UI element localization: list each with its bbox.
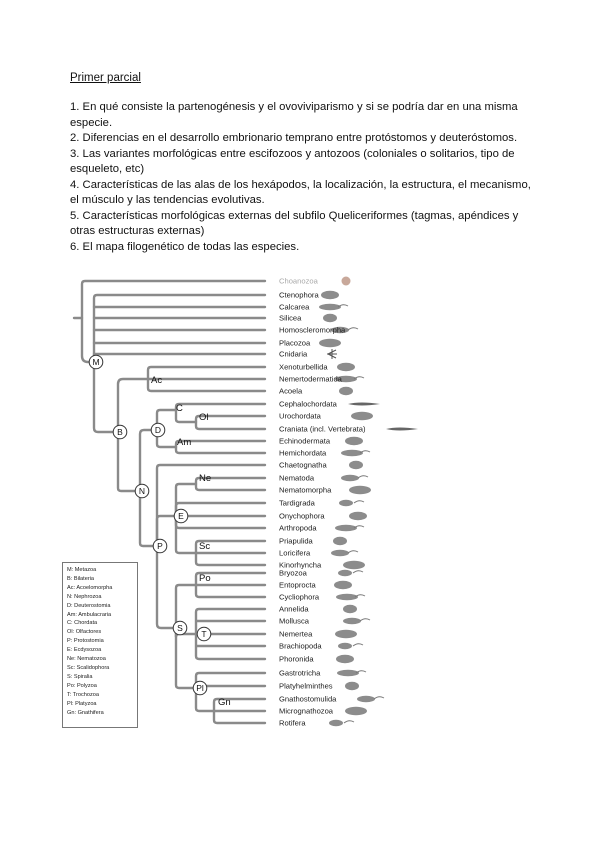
- organism-illustration: [337, 670, 366, 676]
- legend-item: B: Bilateria: [67, 575, 95, 582]
- node-label-t: T: [201, 629, 207, 639]
- organism-illustration: [338, 570, 363, 576]
- node-label-m: M: [92, 357, 100, 367]
- organism-illustration: [353, 571, 363, 573]
- taxon-brachiopoda: Brachiopoda: [279, 641, 322, 651]
- organism-illustration: [319, 339, 341, 347]
- taxon-xenoturbellida: Xenoturbellida: [279, 362, 328, 372]
- organism-illustration: [331, 550, 358, 556]
- taxon-nematoda: Nematoda: [279, 473, 315, 483]
- taxon-calcarea: Calcarea: [279, 302, 310, 312]
- organism-illustration: [357, 696, 375, 702]
- organism-illustration: [343, 618, 370, 624]
- node-s: [173, 621, 187, 635]
- taxon-priapulida: Priapulida: [279, 536, 313, 546]
- legend-item: T: Trochozoa: [67, 691, 100, 698]
- taxon-annelida: Annelida: [279, 604, 309, 614]
- node-label-s: S: [177, 623, 183, 633]
- organism-illustration: [358, 476, 368, 478]
- organism-illustration: [327, 349, 337, 359]
- node-b: [113, 425, 127, 439]
- organism-illustration: [323, 314, 337, 322]
- taxon-phoronida: Phoronida: [279, 654, 314, 664]
- organism-illustration: [353, 644, 363, 646]
- organism-illustration: [351, 412, 373, 420]
- organism-illustration: [343, 561, 365, 569]
- organism-illustration: [344, 721, 354, 723]
- legend-item: Pl: Platyzoa: [67, 700, 97, 707]
- node-label-pl: Pl: [196, 683, 204, 693]
- organism-illustration: [338, 643, 363, 649]
- taxon-tardigrada: Tardigrada: [279, 498, 315, 508]
- organism-illustration: [345, 682, 359, 690]
- organism-illustration: [349, 486, 371, 494]
- organism-illustration: [319, 304, 348, 310]
- node-e: [174, 509, 188, 523]
- legend-item: D: Deuterostomia: [67, 602, 111, 609]
- branch-chordata: [176, 404, 265, 422]
- organism-illustrations: [319, 277, 418, 727]
- clade-label-ol: Ol: [199, 412, 209, 423]
- question-5: 5. Características morfológicas externas del subfilo Queliceriformes (tagmas, apéndices y otras estructuras externas): [70, 209, 519, 237]
- branch-choanozoa: [74, 281, 265, 318]
- clade-label-sc: Sc: [199, 541, 211, 552]
- clade-label-am: Am: [177, 437, 192, 448]
- organism-illustration: [357, 696, 384, 702]
- organism-illustration: [339, 387, 353, 395]
- organism-illustration: [335, 525, 364, 531]
- organism-illustration: [335, 525, 357, 531]
- question-1: 1. En qué consiste la partenogénesis y el ovoviviparismo y si se podría dar en una misma especie.: [70, 101, 518, 129]
- organism-illustration: [360, 619, 370, 621]
- node-label-p: P: [157, 541, 163, 551]
- node-label-n: N: [138, 486, 146, 496]
- taxon-urochordata: Urochordata: [279, 411, 321, 421]
- organism-illustration: [336, 655, 354, 663]
- legend-item: E: Ecdysozoa: [67, 647, 102, 654]
- organism-illustration: [351, 412, 373, 420]
- organism-illustration: [345, 437, 363, 445]
- organism-illustration: [327, 349, 337, 359]
- legend-item: Ol: Olfactores: [67, 629, 102, 636]
- taxon-platyhelminthes: Platyhelminthes: [279, 681, 333, 691]
- taxon-homoscleromorpha: Homoscleromorpha: [279, 325, 346, 335]
- node-t: [197, 627, 211, 641]
- clade-label-gn: Gn: [218, 697, 231, 708]
- organism-illustration: [342, 277, 351, 286]
- taxon-chaetognatha: Chaetognatha: [279, 460, 327, 470]
- branch-root-metazoa: [82, 318, 94, 362]
- legend-item: Ac: Acoelomorpha: [67, 584, 113, 591]
- organism-illustration: [345, 437, 363, 445]
- organism-illustration: [341, 475, 359, 481]
- branch-metazoa-tips: [94, 307, 265, 354]
- taxon-choanozoa: Choanozoa: [279, 276, 318, 286]
- organism-illustration: [339, 387, 353, 395]
- taxon-cycliophora: Cycliophora: [279, 592, 320, 602]
- legend-item: S: Spiralia: [67, 673, 93, 680]
- organism-illustration: [345, 707, 367, 715]
- branch-ctenophora: [94, 295, 265, 362]
- organism-illustration: [337, 363, 355, 371]
- organism-illustration: [338, 570, 352, 576]
- clade-label-ac: Ac: [151, 375, 163, 386]
- legend-item: Po: Polyzoa: [67, 682, 97, 689]
- organism-illustration: [348, 403, 380, 406]
- taxon-ctenophora: Ctenophora: [279, 290, 319, 300]
- branch-ecdysozoa-tips: [176, 503, 265, 528]
- organism-illustration: [336, 594, 365, 600]
- taxon-cnidaria: Cnidaria: [279, 349, 308, 359]
- branch-acoelomorpha: [148, 367, 265, 391]
- clade-label-c: C: [176, 403, 183, 414]
- organism-illustration: [329, 720, 343, 726]
- organism-illustration: [349, 512, 367, 520]
- legend-item: Ne: Nematozoa: [67, 656, 106, 663]
- taxon-silicea: Silicea: [279, 313, 302, 323]
- organism-illustration: [386, 428, 418, 431]
- taxon-gastrotricha: Gastrotricha: [279, 668, 321, 678]
- organism-illustration: [341, 450, 370, 456]
- branch-protostomia-stem: [140, 491, 157, 546]
- taxon-kinorhyncha: Kinorhyncha: [279, 560, 322, 570]
- organism-illustration: [337, 363, 355, 371]
- question-3: 3. Las variantes morfológicas entre escifozoos y antozoos (coloniales o solitarios, tipo de esqueleto, etc): [70, 147, 515, 175]
- taxon-bryozoa: Bryozoa: [279, 568, 307, 578]
- taxon-nemertodermatida: Nemertodermatida: [279, 374, 342, 384]
- organism-illustration: [341, 450, 363, 456]
- organism-illustration: [386, 428, 418, 431]
- clade-label-po: Po: [199, 573, 211, 584]
- branch-nephrozoa-stem: [118, 432, 140, 491]
- organism-illustration: [333, 537, 347, 545]
- node-label-d: D: [154, 425, 162, 435]
- legend-item: P: Protostomia: [67, 638, 104, 645]
- taxon-craniata-incl-vertebrata: Craniata (incl. Vertebrata): [279, 424, 366, 434]
- organism-illustration: [338, 643, 352, 649]
- organism-illustration: [323, 314, 337, 322]
- organism-illustration: [374, 697, 384, 699]
- legend-item: Gn: Gnathifera: [67, 709, 104, 716]
- node-n: [135, 484, 149, 498]
- organism-illustration: [343, 618, 361, 624]
- node-label-b: B: [117, 427, 123, 437]
- taxon-entoprocta: Entoprocta: [279, 580, 316, 590]
- organism-illustration: [354, 501, 364, 503]
- taxon-placozoa: Placozoa: [279, 338, 311, 348]
- branch-deuterostomia-stem: [140, 430, 157, 491]
- taxon-hemichordata: Hemichordata: [279, 448, 327, 458]
- taxon-gnathostomulida: Gnathostomulida: [279, 694, 337, 704]
- legend-item: Am: Ambulacraria: [67, 611, 112, 618]
- abbreviation-legend: [62, 562, 138, 728]
- node-pl: [193, 681, 207, 695]
- taxon-arthropoda: Arthropoda: [279, 523, 317, 533]
- taxon-mollusca: Mollusca: [279, 616, 309, 626]
- organism-illustration: [349, 512, 367, 520]
- organism-illustration: [343, 561, 365, 569]
- taxon-onychophora: Onychophora: [279, 511, 325, 521]
- node-label-e: E: [178, 511, 184, 521]
- organism-illustration: [337, 670, 359, 676]
- taxon-echinodermata: Echinodermata: [279, 436, 331, 446]
- organism-illustration: [348, 403, 380, 406]
- organism-illustration: [321, 291, 339, 299]
- organism-illustration: [349, 486, 371, 494]
- organism-illustration: [329, 720, 354, 726]
- question-2: 2. Diferencias en el desarrollo embrionario temprano entre protóstomos y deuteróstomos.: [70, 132, 518, 144]
- organism-illustration: [345, 682, 359, 690]
- organism-illustration: [335, 630, 357, 638]
- branch-acoelomorpha-stem: [118, 379, 148, 432]
- organism-illustration: [333, 537, 347, 545]
- clade-label-ne: Ne: [199, 473, 212, 484]
- branch-bilateria-stem: [94, 362, 118, 432]
- taxon-nematomorpha: Nematomorpha: [279, 485, 332, 495]
- page-heading: Primer parcial: [70, 72, 141, 84]
- organism-illustration: [336, 594, 358, 600]
- taxon-acoela: Acoela: [279, 386, 303, 396]
- taxon-micrognathozoa: Micrognathozoa: [279, 706, 334, 716]
- organism-illustration: [339, 500, 353, 506]
- organism-illustration: [334, 581, 352, 589]
- taxon-cephalochordata: Cephalochordata: [279, 399, 337, 409]
- organism-illustration: [319, 304, 341, 310]
- branch-platyzoa-stem: [176, 628, 196, 688]
- legend-item: Sc: Scalidophora: [67, 664, 110, 671]
- taxon-nemertea: Nemertea: [279, 629, 313, 639]
- organism-illustration: [345, 707, 367, 715]
- node-p: [153, 539, 167, 553]
- organism-illustration: [335, 630, 357, 638]
- organism-illustration: [342, 277, 351, 286]
- legend-item: C: Chordata: [67, 620, 98, 627]
- taxon-loricifera: Loricifera: [279, 548, 311, 558]
- taxon-rotifera: Rotifera: [279, 718, 306, 728]
- organism-illustration: [348, 551, 358, 553]
- branch-spiralia-stem: [157, 546, 176, 628]
- organism-illustration: [349, 461, 363, 469]
- node-m: [89, 355, 103, 369]
- node-d: [151, 423, 165, 437]
- organism-illustration: [319, 339, 341, 347]
- organism-illustration: [348, 328, 358, 330]
- organism-illustration: [349, 461, 363, 469]
- organism-illustration: [321, 291, 339, 299]
- organism-illustration: [343, 605, 357, 613]
- organism-illustration: [334, 581, 352, 589]
- organism-illustration: [341, 475, 368, 481]
- legend-item: N: Nephrozoa: [67, 593, 102, 600]
- organism-illustration: [339, 500, 364, 506]
- question-4: 4. Características de las alas de los hexápodos, la localización, la estructura, el mecanismo, el músculo y las tendencias evolutivas.: [70, 178, 531, 206]
- legend-item: M: Metazoa: [67, 567, 97, 573]
- question-6: 6. El mapa filogenético de todas las especies.: [70, 240, 300, 253]
- organism-illustration: [331, 550, 349, 556]
- organism-illustration: [343, 605, 357, 613]
- organism-illustration: [336, 655, 354, 663]
